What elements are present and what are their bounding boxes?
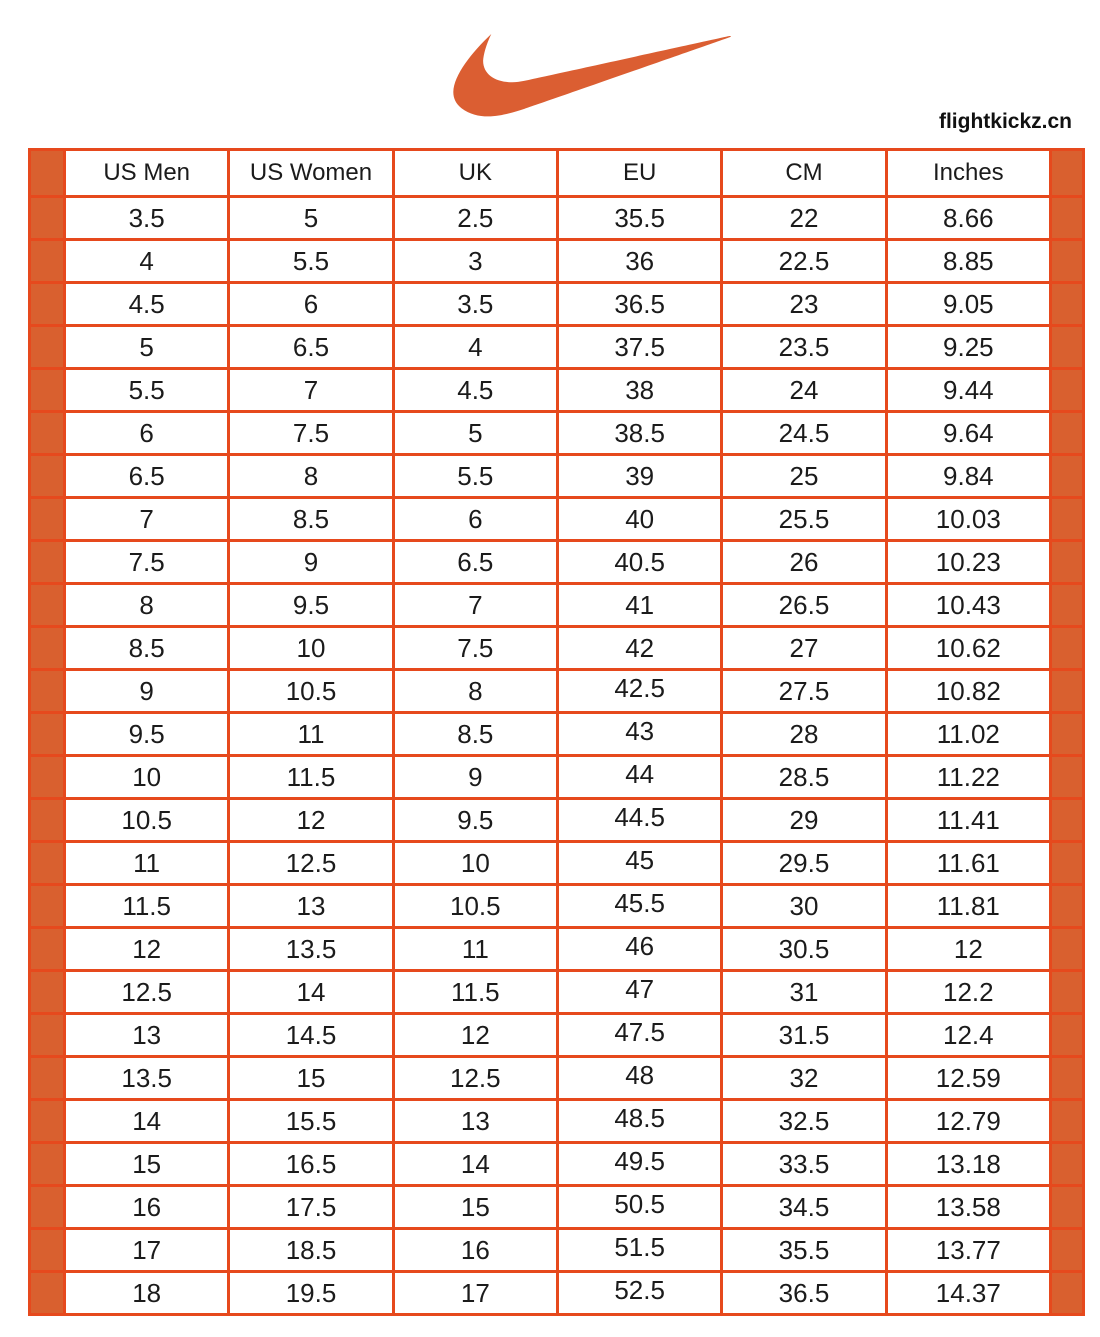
size-cell: 15	[229, 1057, 393, 1100]
side-bar	[30, 1186, 65, 1229]
size-cell: 12	[393, 1014, 557, 1057]
size-cell: 33.5	[722, 1143, 886, 1186]
size-cell: 11.41	[886, 799, 1050, 842]
table-row	[30, 713, 1084, 756]
size-cell: 41	[557, 584, 721, 627]
side-bar	[30, 885, 65, 928]
side-bar	[30, 1057, 65, 1100]
size-cell: 28.5	[722, 756, 886, 799]
size-cell: 10.5	[65, 799, 229, 842]
side-bar	[1051, 1143, 1084, 1186]
size-cell: 52.5	[557, 1272, 721, 1315]
side-bar	[1051, 1229, 1084, 1272]
side-bar	[30, 756, 65, 799]
size-cell: 9	[229, 541, 393, 584]
table-row	[30, 971, 1084, 1014]
side-bar	[1051, 713, 1084, 756]
size-cell: 9.5	[65, 713, 229, 756]
size-cell: 13.5	[229, 928, 393, 971]
size-cell: 6.5	[229, 326, 393, 369]
size-cell: 11.61	[886, 842, 1050, 885]
size-cell: 9.5	[393, 799, 557, 842]
size-cell: 15	[65, 1143, 229, 1186]
size-cell: 23	[722, 283, 886, 326]
size-cell: 9.44	[886, 369, 1050, 412]
size-cell: 15.5	[229, 1100, 393, 1143]
side-bar	[30, 369, 65, 412]
size-cell: 8	[393, 670, 557, 713]
size-cell: 45	[557, 842, 721, 885]
size-cell: 14	[229, 971, 393, 1014]
size-cell: 24.5	[722, 412, 886, 455]
table-row	[30, 842, 1084, 885]
size-cell: 31.5	[722, 1014, 886, 1057]
table-row	[30, 670, 1084, 713]
size-cell: 29.5	[722, 842, 886, 885]
table-row	[30, 799, 1084, 842]
table-row	[30, 1143, 1084, 1186]
size-cell: 32.5	[722, 1100, 886, 1143]
size-cell: 18	[65, 1272, 229, 1315]
size-cell: 42.5	[557, 670, 721, 713]
size-cell: 17	[393, 1272, 557, 1315]
size-cell: 10.43	[886, 584, 1050, 627]
size-cell: 13	[65, 1014, 229, 1057]
size-cell: 3.5	[393, 283, 557, 326]
size-cell: 8	[229, 455, 393, 498]
side-bar	[1051, 283, 1084, 326]
side-bar	[30, 541, 65, 584]
side-bar	[1051, 584, 1084, 627]
size-cell: 8.5	[393, 713, 557, 756]
size-cell: 8.66	[886, 197, 1050, 240]
size-cell: 36.5	[557, 283, 721, 326]
size-cell: 8.5	[229, 498, 393, 541]
size-cell: 14	[65, 1100, 229, 1143]
size-cell: 7.5	[229, 412, 393, 455]
size-cell: 27	[722, 627, 886, 670]
size-cell: 40.5	[557, 541, 721, 584]
size-cell: 11	[65, 842, 229, 885]
size-cell: 48.5	[557, 1100, 721, 1143]
side-bar	[30, 627, 65, 670]
size-cell: 11.5	[65, 885, 229, 928]
size-cell: 7	[393, 584, 557, 627]
size-cell: 16	[65, 1186, 229, 1229]
size-cell: 44	[557, 756, 721, 799]
size-cell: 12	[65, 928, 229, 971]
size-cell: 30.5	[722, 928, 886, 971]
size-cell: 9.25	[886, 326, 1050, 369]
size-cell: 14.5	[229, 1014, 393, 1057]
column-header-inches: Inches	[886, 150, 1050, 197]
side-bar	[1051, 1100, 1084, 1143]
table-row	[30, 283, 1084, 326]
side-bar	[30, 498, 65, 541]
table-row	[30, 885, 1084, 928]
size-cell: 16	[393, 1229, 557, 1272]
size-cell: 7	[229, 369, 393, 412]
size-cell: 10.5	[393, 885, 557, 928]
size-cell: 18.5	[229, 1229, 393, 1272]
size-cell: 11.5	[229, 756, 393, 799]
side-bar	[1051, 197, 1084, 240]
side-bar	[30, 326, 65, 369]
size-cell: 35.5	[557, 197, 721, 240]
side-bar	[30, 842, 65, 885]
size-cell: 3	[393, 240, 557, 283]
side-bar	[30, 1272, 65, 1315]
table-row	[30, 412, 1084, 455]
table-row	[30, 326, 1084, 369]
size-cell: 6	[229, 283, 393, 326]
size-cell: 46	[557, 928, 721, 971]
side-bar	[1051, 541, 1084, 584]
size-cell: 7.5	[393, 627, 557, 670]
size-cell: 6.5	[65, 455, 229, 498]
side-bar	[1051, 627, 1084, 670]
size-cell: 14	[393, 1143, 557, 1186]
size-cell: 40	[557, 498, 721, 541]
size-cell: 22.5	[722, 240, 886, 283]
size-cell: 29	[722, 799, 886, 842]
size-cell: 42	[557, 627, 721, 670]
size-chart-table	[28, 148, 1085, 1316]
nike-swoosh-logo	[452, 24, 732, 118]
size-cell: 11.5	[393, 971, 557, 1014]
side-bar	[1051, 412, 1084, 455]
size-cell: 8.5	[65, 627, 229, 670]
size-cell: 27.5	[722, 670, 886, 713]
table-row	[30, 197, 1084, 240]
table-row	[30, 1186, 1084, 1229]
size-cell: 13.58	[886, 1186, 1050, 1229]
side-bar	[30, 928, 65, 971]
header-row	[30, 150, 1084, 197]
size-cell: 10	[65, 756, 229, 799]
size-cell: 38.5	[557, 412, 721, 455]
column-header-uk: UK	[393, 150, 557, 197]
size-cell: 10.5	[229, 670, 393, 713]
size-cell: 11.81	[886, 885, 1050, 928]
size-cell: 51.5	[557, 1229, 721, 1272]
size-cell: 5.5	[393, 455, 557, 498]
side-bar	[1051, 756, 1084, 799]
size-cell: 9.84	[886, 455, 1050, 498]
size-cell: 24	[722, 369, 886, 412]
size-cell: 12	[229, 799, 393, 842]
side-bar	[30, 971, 65, 1014]
size-cell: 44.5	[557, 799, 721, 842]
size-cell: 37.5	[557, 326, 721, 369]
size-cell: 36.5	[722, 1272, 886, 1315]
size-cell: 9	[393, 756, 557, 799]
side-bar	[1051, 150, 1084, 197]
size-cell: 36	[557, 240, 721, 283]
side-bar	[30, 713, 65, 756]
side-bar	[1051, 1272, 1084, 1315]
size-cell: 5	[229, 197, 393, 240]
table-row	[30, 928, 1084, 971]
size-cell: 32	[722, 1057, 886, 1100]
side-bar	[1051, 799, 1084, 842]
side-bar	[30, 412, 65, 455]
table-row	[30, 240, 1084, 283]
table-row	[30, 627, 1084, 670]
size-cell: 6	[393, 498, 557, 541]
size-cell: 4	[393, 326, 557, 369]
side-bar	[1051, 670, 1084, 713]
size-cell: 49.5	[557, 1143, 721, 1186]
size-cell: 19.5	[229, 1272, 393, 1315]
size-cell: 38	[557, 369, 721, 412]
size-cell: 12.2	[886, 971, 1050, 1014]
size-cell: 25.5	[722, 498, 886, 541]
side-bar	[30, 240, 65, 283]
table-row	[30, 584, 1084, 627]
nike-swoosh-icon	[452, 24, 732, 118]
side-bar	[30, 1014, 65, 1057]
size-cell: 35.5	[722, 1229, 886, 1272]
size-cell: 45.5	[557, 885, 721, 928]
size-cell: 5	[393, 412, 557, 455]
side-bar	[1051, 498, 1084, 541]
size-cell: 5.5	[229, 240, 393, 283]
size-cell: 31	[722, 971, 886, 1014]
size-cell: 10.62	[886, 627, 1050, 670]
size-cell: 12.5	[65, 971, 229, 1014]
size-cell: 17	[65, 1229, 229, 1272]
size-cell: 6	[65, 412, 229, 455]
side-bar	[30, 1229, 65, 1272]
table-row	[30, 1229, 1084, 1272]
table-row	[30, 1057, 1084, 1100]
size-cell: 5	[65, 326, 229, 369]
size-cell: 17.5	[229, 1186, 393, 1229]
size-cell: 11	[229, 713, 393, 756]
size-cell: 34.5	[722, 1186, 886, 1229]
table-row	[30, 1100, 1084, 1143]
side-bar	[30, 670, 65, 713]
size-cell: 9.5	[229, 584, 393, 627]
size-cell: 8	[65, 584, 229, 627]
size-cell: 9.64	[886, 412, 1050, 455]
side-bar	[1051, 1057, 1084, 1100]
size-cell: 6.5	[393, 541, 557, 584]
size-cell: 3.5	[65, 197, 229, 240]
size-cell: 23.5	[722, 326, 886, 369]
size-cell: 12.5	[393, 1057, 557, 1100]
size-cell: 2.5	[393, 197, 557, 240]
size-cell: 4	[65, 240, 229, 283]
size-cell: 4.5	[65, 283, 229, 326]
table-row	[30, 1272, 1084, 1315]
size-cell: 11.22	[886, 756, 1050, 799]
size-cell: 10.82	[886, 670, 1050, 713]
side-bar	[30, 283, 65, 326]
size-cell: 39	[557, 455, 721, 498]
size-cell: 9.05	[886, 283, 1050, 326]
side-bar	[30, 584, 65, 627]
side-bar	[1051, 928, 1084, 971]
size-cell: 10.03	[886, 498, 1050, 541]
side-bar	[1051, 1186, 1084, 1229]
size-cell: 11.02	[886, 713, 1050, 756]
size-cell: 8.85	[886, 240, 1050, 283]
size-cell: 47	[557, 971, 721, 1014]
side-bar	[1051, 971, 1084, 1014]
side-bar	[30, 197, 65, 240]
size-cell: 12	[886, 928, 1050, 971]
size-chart-body	[30, 197, 1084, 1315]
side-bar	[1051, 369, 1084, 412]
side-bar	[1051, 842, 1084, 885]
side-bar	[30, 150, 65, 197]
table-row	[30, 369, 1084, 412]
column-header-us-men: US Men	[65, 150, 229, 197]
size-cell: 10	[393, 842, 557, 885]
website-text: flightkickz.cn	[938, 110, 1072, 133]
table-row	[30, 498, 1084, 541]
side-bar	[1051, 455, 1084, 498]
size-cell: 26	[722, 541, 886, 584]
side-bar	[1051, 240, 1084, 283]
side-bar	[1051, 885, 1084, 928]
size-cell: 13	[393, 1100, 557, 1143]
side-bar	[30, 1143, 65, 1186]
table-row	[30, 1014, 1084, 1057]
size-cell: 10.23	[886, 541, 1050, 584]
size-cell: 7.5	[65, 541, 229, 584]
size-cell: 10	[229, 627, 393, 670]
size-cell: 30	[722, 885, 886, 928]
size-cell: 50.5	[557, 1186, 721, 1229]
size-cell: 14.37	[886, 1272, 1050, 1315]
size-cell: 11	[393, 928, 557, 971]
table-row	[30, 455, 1084, 498]
size-cell: 48	[557, 1057, 721, 1100]
size-cell: 13.18	[886, 1143, 1050, 1186]
table-row	[30, 541, 1084, 584]
size-cell: 26.5	[722, 584, 886, 627]
table-row	[30, 756, 1084, 799]
size-cell: 22	[722, 197, 886, 240]
size-cell: 12.4	[886, 1014, 1050, 1057]
size-cell: 13.77	[886, 1229, 1050, 1272]
size-cell: 15	[393, 1186, 557, 1229]
column-header-us-women: US Women	[229, 150, 393, 197]
size-cell: 12.79	[886, 1100, 1050, 1143]
size-cell: 12.5	[229, 842, 393, 885]
size-cell: 28	[722, 713, 886, 756]
size-cell: 9	[65, 670, 229, 713]
size-cell: 4.5	[393, 369, 557, 412]
size-cell: 7	[65, 498, 229, 541]
side-bar	[1051, 1014, 1084, 1057]
size-cell: 16.5	[229, 1143, 393, 1186]
side-bar	[30, 455, 65, 498]
side-bar	[30, 799, 65, 842]
size-cell: 43	[557, 713, 721, 756]
size-cell: 12.59	[886, 1057, 1050, 1100]
size-cell: 5.5	[65, 369, 229, 412]
size-cell: 25	[722, 455, 886, 498]
size-cell: 47.5	[557, 1014, 721, 1057]
side-bar	[30, 1100, 65, 1143]
column-header-cm: CM	[722, 150, 886, 197]
size-cell: 13	[229, 885, 393, 928]
size-cell: 13.5	[65, 1057, 229, 1100]
side-bar	[1051, 326, 1084, 369]
column-header-eu: EU	[557, 150, 721, 197]
